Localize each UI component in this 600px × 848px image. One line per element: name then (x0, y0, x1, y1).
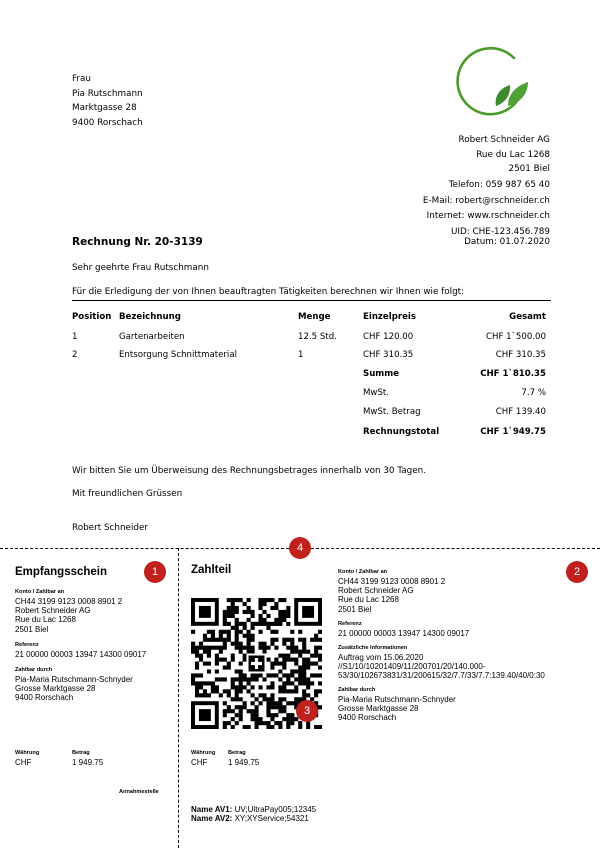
totals-value: CHF 1`949.75 (480, 427, 546, 437)
payment-creditor-name: Robert Schneider AG (338, 586, 414, 596)
receipt-currency-label: Währung (15, 750, 40, 756)
receipt-amount-value: 1 949.75 (72, 758, 104, 767)
sender-city: 2501 Biel (508, 164, 550, 174)
payment-reference-label: Referenz (338, 621, 362, 627)
receipt-currency-value: CHF (15, 758, 32, 767)
item-quantity: 1 (298, 350, 304, 360)
receipt-amount-label: Betrag (72, 750, 90, 756)
receipt-creditor-city: 2501 Biel (15, 624, 49, 634)
payment-currency (191, 749, 215, 767)
sender-street: Rue du Lac 1268 (476, 149, 550, 160)
payment-payer (338, 686, 456, 723)
payment-info-line: //S1/10/10201409/11/200701/20/140.000- (338, 662, 486, 672)
recipient-name: Pia Rutschmann (72, 88, 143, 99)
signature-name: Robert Schneider (72, 523, 148, 533)
payment-payer-label: Zahlbar durch (338, 687, 376, 693)
header-position: Position (72, 312, 112, 322)
invoice-title: Rechnung Nr. 20-3139 (72, 236, 203, 248)
receipt-reference-value: 21 00000 00003 13947 14300 09017 (15, 650, 147, 659)
sender-address (459, 133, 550, 177)
receipt-payer-city: 9400 Rorschach (15, 693, 74, 703)
receipt-payer (15, 666, 133, 703)
table-row (72, 350, 551, 364)
item-description: Entsorgung Schnittmaterial (119, 350, 237, 360)
receipt-payer-street: Grosse Marktgasse 28 (15, 684, 96, 694)
payment-note: Wir bitten Sie um Überweisung des Rechnungsbetrages innerhalb von 30 Tagen. (72, 466, 426, 476)
item-total: CHF 310.35 (495, 350, 546, 360)
payment-info-line: Auftrag vom 15.06.2020 (338, 653, 424, 662)
item-description: Gartenarbeiten (119, 332, 185, 342)
av1-label: Name AV1: (191, 805, 233, 814)
totals-value: CHF 1`810.35 (480, 369, 546, 379)
payment-amount-value: 1 949.75 (228, 758, 260, 767)
header-total: Gesamt (509, 312, 546, 322)
recipient-street: Marktgasse 28 (72, 103, 137, 113)
av2-value: XY;XYService;54321 (234, 814, 309, 824)
recipient-address (72, 72, 272, 130)
receipt-payer-label: Zahlbar durch (15, 667, 53, 673)
letter-salutation: Sehr geehrte Frau Rutschmann (72, 263, 209, 273)
receipt-reference-label: Referenz (15, 642, 39, 648)
payment-creditor-street: Rue du Lac 1268 (338, 595, 399, 605)
receipt-reference (15, 641, 146, 659)
table-divider (72, 300, 551, 301)
item-quantity: 12.5 Std. (298, 332, 337, 342)
payment-payer-street: Grosse Marktgasse 28 (338, 704, 419, 714)
letter-intro: Für die Erledigung der von Ihnen beauftragten Tätigkeiten berechnen wir Ihnen wie folgt: (72, 287, 465, 297)
sender-email: E-Mail: robert@rschneider.ch (422, 195, 550, 206)
sender-internet: Internet: www.rschneider.ch (426, 211, 550, 221)
payment-currency-label: Währung (191, 750, 216, 756)
payment-info-label: Zusätzliche Informationen (338, 645, 408, 651)
receipt-payer-name: Pia-Maria Rutschmann-Schnyder (15, 675, 133, 684)
receipt-account-label: Konto / Zahlbar an (15, 589, 65, 595)
perforation-line-vertical (178, 548, 179, 848)
sender-company: Robert Schneider AG (458, 135, 550, 145)
payment-iban: CH44 3199 9123 0008 8901 2 (338, 577, 446, 586)
payment-part-title: Zahlteil (191, 564, 232, 576)
header-unit-price: Einzelpreis (363, 312, 416, 322)
totals-row-sum (72, 369, 551, 383)
totals-row-grand-total (72, 427, 551, 441)
payment-account-label: Konto / Zahlbar an (338, 569, 388, 575)
item-unit-price: CHF 310.35 (363, 350, 414, 360)
receipt-amount (72, 749, 103, 767)
av1-value: UV;UltraPay005;12345 (234, 805, 317, 814)
invoice-date: Datum: 01.07.2020 (464, 237, 550, 247)
totals-label: Rechnungstotal (363, 427, 440, 437)
totals-value: 7.7 % (521, 388, 546, 398)
company-logo-icon (444, 44, 536, 124)
item-unit-price: CHF 120.00 (363, 332, 414, 342)
sender-phone: Telefon: 059 987 65 40 (448, 180, 550, 190)
alternative-procedures (191, 805, 316, 823)
payment-amount-label: Betrag (228, 750, 246, 756)
header-quantity: Menge (298, 312, 331, 322)
totals-value: CHF 139.40 (495, 407, 546, 417)
annotation-marker-2: 2 (566, 561, 588, 583)
recipient-salutation: Frau (72, 74, 92, 84)
annotation-marker-1: 1 (144, 561, 166, 583)
item-position: 1 (72, 332, 78, 342)
annotation-marker-4: 4 (289, 537, 311, 559)
payment-account (338, 568, 445, 614)
payment-additional-info (338, 644, 545, 681)
table-row (72, 332, 551, 346)
item-total: CHF 1`500.00 (486, 332, 546, 342)
receipt-account (15, 588, 122, 634)
header-description: Bezeichnung (119, 312, 181, 322)
closing-regards: Mit freundlichen Grüssen (72, 489, 183, 499)
receipt-currency (15, 749, 39, 767)
receipt-creditor-name: Robert Schneider AG (15, 606, 91, 616)
sender-uid: UID: CHE-123.456.789 (450, 226, 550, 237)
payment-payer-city: 9400 Rorschach (338, 713, 397, 723)
receipt-acceptance-point: Annahmestelle (119, 789, 159, 795)
totals-row-vat-rate (72, 388, 551, 402)
item-position: 2 (72, 350, 78, 360)
payment-currency-value: CHF (191, 758, 208, 767)
swiss-cross-icon (251, 662, 262, 665)
av2-line (191, 814, 316, 823)
receipt-title: Empfangsschein (15, 566, 108, 578)
av1-line (191, 805, 316, 814)
payment-amount (228, 749, 259, 767)
sender-contacts (423, 178, 550, 240)
payment-reference (338, 620, 469, 638)
totals-row-vat-amount (72, 407, 551, 421)
totals-label: Summe (363, 369, 400, 379)
payment-info-line: 53/30/102673831/31/200615/32/7.7/33/7.7:139.40/40/0:30 (338, 671, 545, 681)
payment-creditor-city: 2501 Biel (338, 604, 372, 614)
receipt-creditor-street: Rue du Lac 1268 (15, 615, 76, 625)
totals-label: MwSt. Betrag (363, 407, 421, 417)
payment-reference-value: 21 00000 00003 13947 14300 09017 (338, 629, 470, 638)
annotation-marker-3: 3 (296, 700, 318, 722)
payment-payer-name: Pia-Maria Rutschmann-Schnyder (338, 695, 456, 704)
receipt-iban: CH44 3199 9123 0008 8901 2 (15, 597, 123, 606)
av2-label: Name AV2: (191, 814, 233, 824)
table-header (72, 312, 551, 326)
totals-label: MwSt. (363, 388, 389, 398)
recipient-city: 9400 Rorschach (72, 117, 143, 128)
